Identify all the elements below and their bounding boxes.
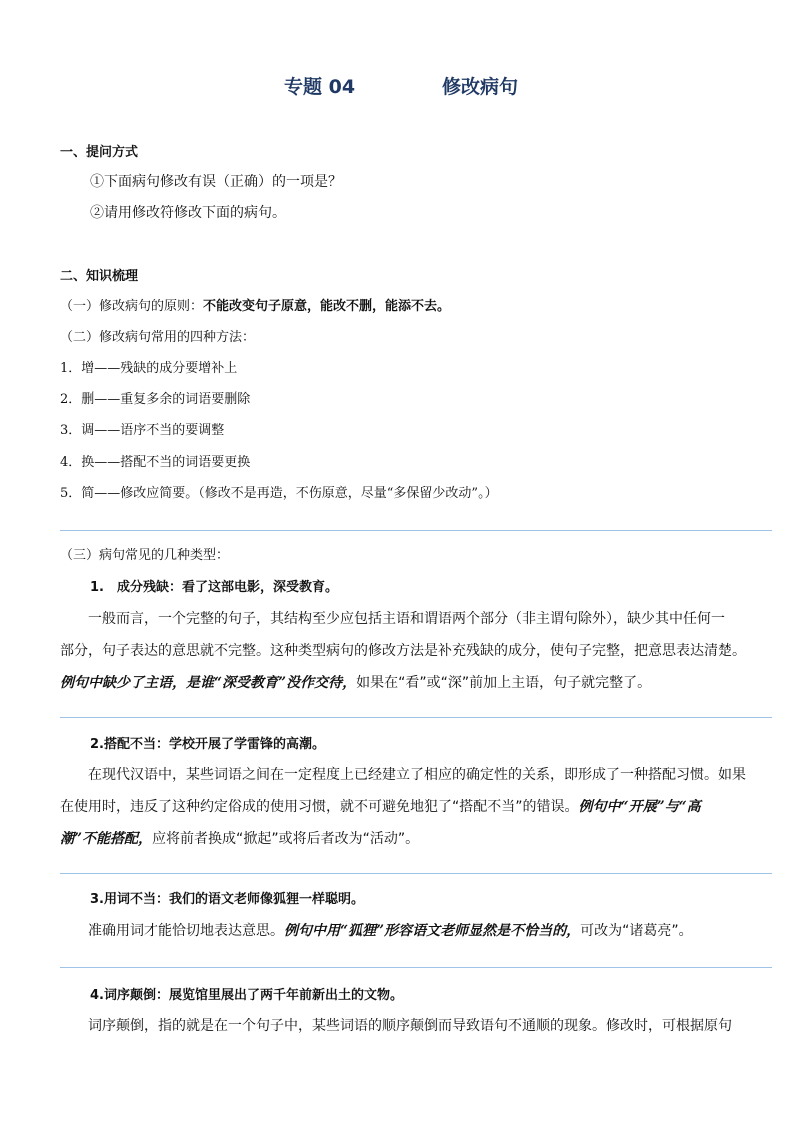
type4-paragraph: [60, 1010, 750, 1042]
divider: [60, 717, 772, 718]
type3-emphasis: 例句中用“狐狸”形容语文老师显然是不恰当的，: [284, 923, 581, 939]
type3-text: 准确用词才能恰切地表达意思。: [88, 923, 284, 939]
method-item-2: 2．删——重复多余的词语要删除: [60, 392, 251, 407]
divider: [60, 873, 772, 874]
question-format-1: ①下面病句修改有误（正确）的一项是？: [90, 174, 342, 190]
type1-line-3: [60, 667, 750, 699]
section1-heading: 一、提问方式: [60, 145, 139, 160]
divider: [60, 530, 772, 531]
type2-heading: 2.搭配不当：学校开展了学雷锋的高潮。: [90, 737, 325, 752]
title-topic-number: 专题 04: [284, 76, 356, 98]
divider: [60, 967, 772, 968]
type1-heading: 1. 成分残缺：看了这部电影，深受教育。: [90, 580, 338, 595]
method-item-3: 3．调——语序不当的要调整: [60, 423, 225, 438]
type4-line-1: 词序颠倒，指的就是在一个句子中，某些词语的顺序颠倒而导致语句不通顺的现象。修改时，可根据原句: [88, 1018, 732, 1034]
type2-emphasis-a: 例句中“开展”与“高: [578, 799, 701, 815]
principle-text: 不能改变句子原意，能改不删，能添不去。: [203, 299, 451, 314]
type2-line-2: [60, 791, 750, 823]
section2-heading: 二、知识梳理: [60, 269, 139, 284]
principle-label: （一）修改病句的原则：: [60, 299, 204, 314]
methods-title: （二）修改病句常用的四种方法：: [60, 330, 256, 345]
question-format-2: ②请用修改符修改下面的病句。: [90, 205, 286, 221]
type4-heading: 4.词序颠倒：展览馆里展出了两千年前新出土的文物。: [90, 988, 403, 1003]
type1-emphasis: 例句中缺少了主语，是谁“深受教育”没作交待，: [60, 675, 357, 691]
type2-line-3: [60, 823, 750, 855]
method-item-1: 1．增——残缺的成分要增补上: [60, 361, 238, 376]
type3-rest: 可改为“诸葛亮”。: [580, 923, 693, 939]
principle-line: [60, 297, 450, 317]
type2-line-1: 在现代汉语中，某些词语之间在一定程度上已经建立了相应的确定性的关系，即形成了一种搭配习惯。如果: [88, 767, 746, 783]
method-item-4: 4．换——搭配不当的词语要更换: [60, 455, 251, 470]
type3-heading: 3.用词不当：我们的语文老师像狐狸一样聪明。: [90, 892, 364, 907]
type1-line-1: 一般而言，一个完整的句子，其结构至少应包括主语和谓语两个部分（非主谓句除外），缺少其中任何一: [88, 611, 725, 627]
types-title: （三）病句常见的几种类型：: [60, 548, 230, 563]
type2-emphasis-b: 潮”不能搭配，: [60, 831, 153, 847]
type2-paragraph: [60, 759, 750, 855]
type2-rest: 应将前者换成“掀起”或将后者改为“活动”。: [152, 831, 420, 847]
type1-rest: 如果在“看”或“深”前加上主语，句子就完整了。: [356, 675, 652, 691]
type3-line-1: [60, 915, 750, 947]
type3-paragraph: [60, 915, 750, 947]
type1-paragraph: [60, 603, 750, 699]
type2-text: 在使用时，违反了这种约定俗成的使用习惯，就不可避免地犯了“搭配不当”的错误。: [60, 799, 579, 815]
type1-line-2: 部分，句子表达的意思就不完整。这种类型病句的修改方法是补充残缺的成分，使句子完整，把意思表达清楚。: [60, 643, 746, 659]
method-item-5: 5．简——修改应简要。（修改不是再造，不伤原意，尽量“多保留少改动”。）: [60, 486, 498, 501]
title-topic-name: 修改病句: [442, 76, 519, 98]
